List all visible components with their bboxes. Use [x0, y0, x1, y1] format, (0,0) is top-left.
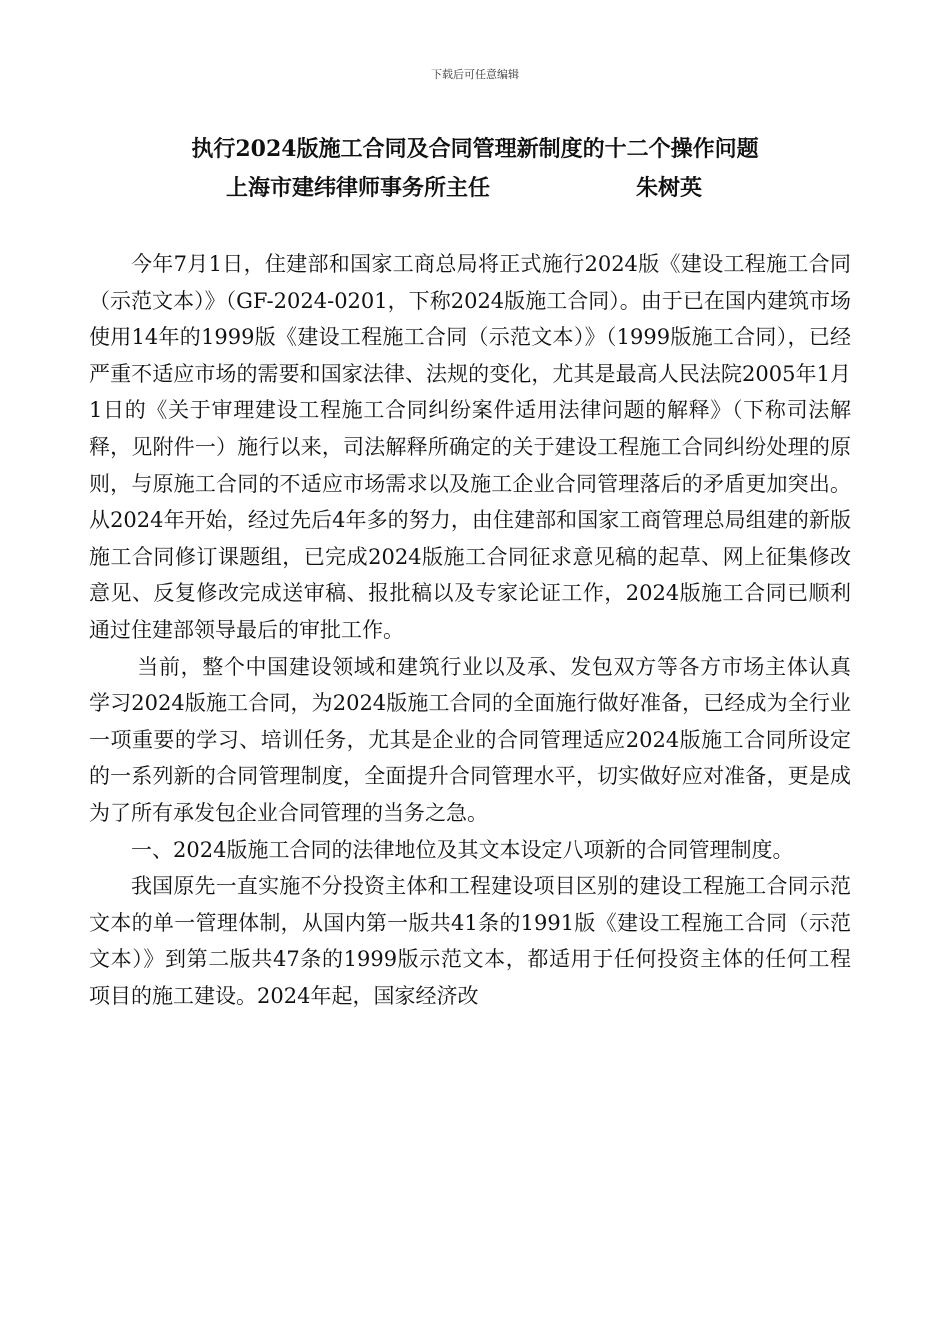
- author-name: 朱树英: [636, 175, 703, 201]
- author-organization: 上海市建纬律师事务所主任: [226, 175, 491, 201]
- header-note: 下载后可任意编辑: [431, 68, 519, 81]
- section-heading: 一、2024版施工合同的法律地位及其文本设定八项新的合同管理制度。: [131, 837, 794, 862]
- body-paragraph: 今年7月1日，住建部和国家工商总局将正式施行2024版《建设工程施工合同（示范文本）》（GF-2024-0201，下称2024版施工合同）。由于已在国内建筑市场使用14年的1999版《建设工程施工合同（示范文本）》（1999版施工合同），已经严重不适应市场的需要和国家法律、法规的变化，尤其是最高人民法院2005年1月1日的《关于审理建设工程施工合同纠纷案件适用法律问题的解释》（下称司法解释，见附件一）施行以来，司法解释所确定的关于建设工程施工合同纠纷处理的原则，与原施工合同的不适应市场需求以及施工企业合同管理落后的矛盾更加突出。从2024年开始，经过先后4年多的努力，由住建部和国家工商管理总局组建的新版施工合同修订课题组，已完成2024版施工合同征求意见稿的起草、网上征集修改意见、反复修改完成送审稿、报批稿以及专家论证工作，2024版施工合同已顺利通过住建部领导最后的审批工作。: [89, 252, 851, 642]
- document-title: 执行2024版施工合同及合同管理新制度的十二个操作问题: [191, 136, 759, 162]
- document-body: [89, 246, 851, 1014]
- body-paragraph: 当前，整个中国建设领域和建筑行业以及承、发包双方等各方市场主体认真学习2024版施工合同，为2024版施工合同的全面施行做好准备，已经成为全行业一项重要的学习、培训任务，尤其是企业的合同管理适应2024版施工合同所设定的一系列新的合同管理制度，全面提升合同管理水平，切实做好应对准备，更是成为了所有承发包企业合同管理的当务之急。: [89, 654, 851, 825]
- body-paragraph: 我国原先一直实施不分投资主体和工程建设项目区别的建设工程施工合同示范文本的单一管理体制，从国内第一版共41条的1991版《建设工程施工合同（示范文本）》到第二版共47条的1999版示范文本，都适用于任何投资主体的任何工程项目的施工建设。2024年起，国家经济改: [89, 874, 851, 1008]
